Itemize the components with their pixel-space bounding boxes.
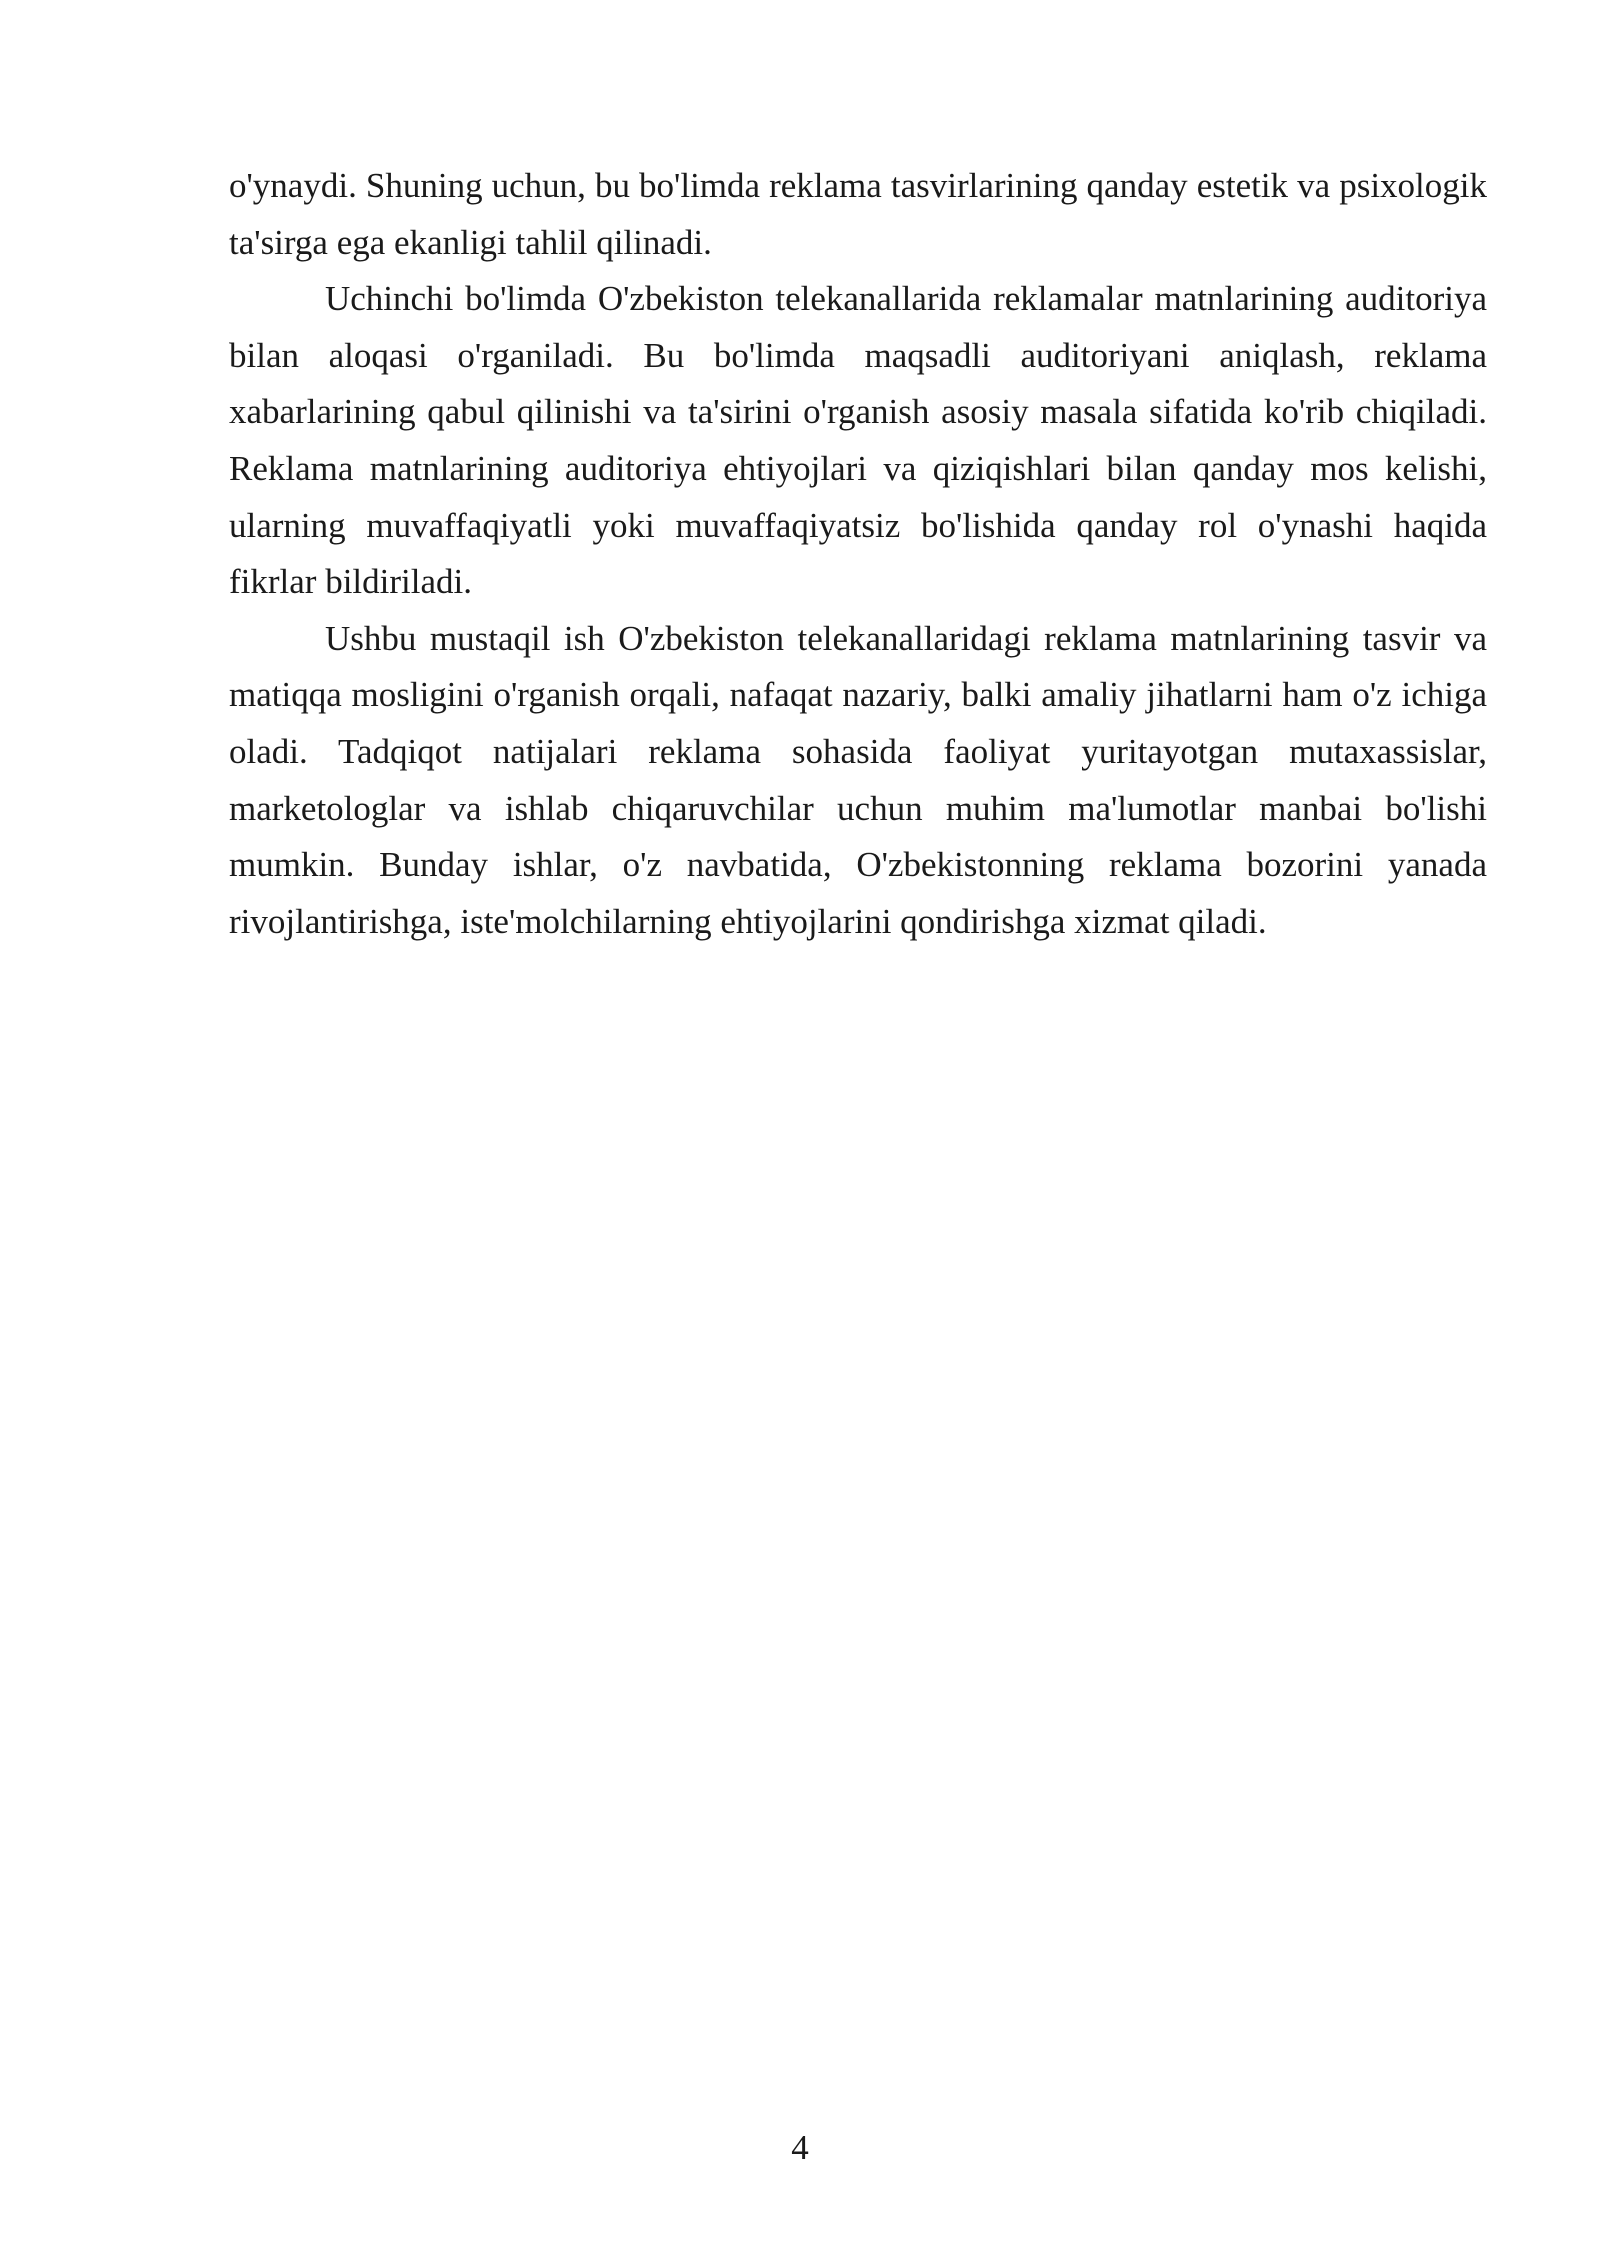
paragraph-third-section: Uchinchi bo'limda O'zbekiston telekanallarida reklamalar matnlarining auditoriya bilan aloqasi o'rganiladi. Bu bo'limda maqsadli auditoriyani aniqlash, reklama xabarlarining qabul qilinishi va ta'sirini o'rganish asosiy masala sifatida ko'rib chiqiladi. Reklama matnlarining auditoriya ehtiyojlari va qiziqishlari bilan qanday mos kelishi, ularning muvaffaqiyatli yoki muvaffaqiyatsiz bo'lishida qanday rol o'ynashi haqida fikrlar bildiriladi.	[229, 279, 1487, 602]
paragraph-continuation: o'ynaydi. Shuning uchun, bu bo'limda reklama tasvirlarining qanday estetik va psixologik ta'sirga ega ekanligi tahlil qilinadi.	[229, 166, 1487, 262]
page-number: 4	[791, 2128, 809, 2167]
paragraph-conclusion: Ushbu mustaqil ish O'zbekiston telekanallaridagi reklama matnlarining tasvir va matiqqa mosligini o'rganish orqali, nafaqat nazariy, balki amaliy jihatlarni ham o'z ichiga oladi. Tadqiqot natijalari reklama sohasida faoliyat yuritayotgan mutaxassislar, marketologlar va ishlab chiqaruvchilar uchun muhim ma'lumotlar manbai bo'lishi mumkin. Bunday ishlar, o'z navbatida, O'zbekistonning reklama bozorini yanada rivojlantirishga, iste'molchilarning ehtiyojlarini qondirishga xizmat qiladi.	[229, 618, 1487, 941]
document-body	[229, 158, 1487, 950]
